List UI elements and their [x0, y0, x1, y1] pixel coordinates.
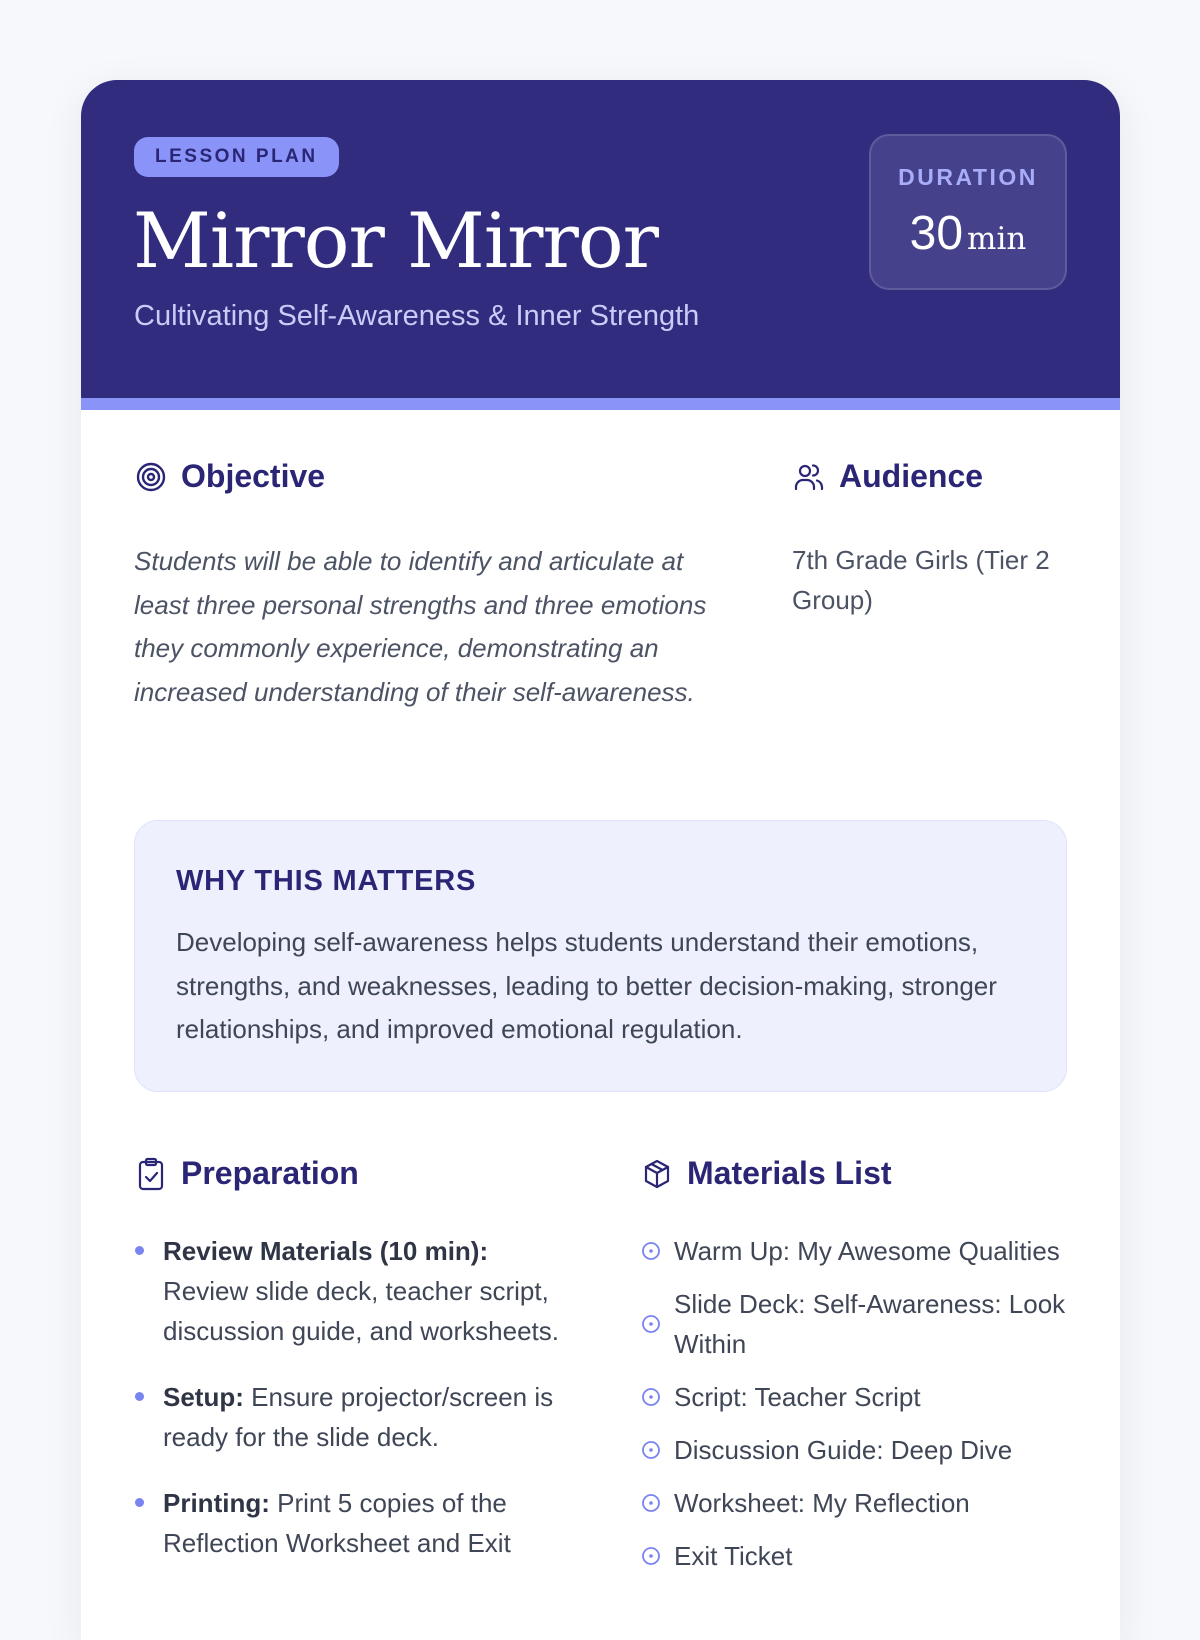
target-icon — [134, 460, 168, 494]
audience-text: 7th Grade Girls (Tier 2 Group) — [792, 545, 1050, 615]
duration-unit: min — [967, 221, 1027, 257]
clipboard-check-icon — [134, 1157, 168, 1191]
bullet-icon — [135, 1498, 144, 1507]
list-item — [640, 1377, 1070, 1417]
list-item-text: Script: Teacher Script — [674, 1382, 921, 1412]
circle-dot-icon — [640, 1439, 662, 1461]
list-item-text: Slide Deck: Self-Awareness: Look Within — [674, 1289, 1066, 1359]
list-item-text: Print 5 copies of the Reflection Worksheet and Exit — [163, 1488, 511, 1558]
bullet-icon — [135, 1392, 144, 1401]
lesson-header — [81, 80, 1120, 410]
list-item — [134, 1231, 564, 1351]
lesson-plan-card — [81, 80, 1120, 1640]
list-item-label: Setup: — [163, 1382, 244, 1412]
why-this-matters-text: Developing self-awareness helps students understand their emotions, strengths, and weaknesses, leading to better decision-making, stronger relationships, and improved emotional regulation. — [176, 927, 997, 1044]
list-item — [640, 1483, 1070, 1523]
list-item-text: Worksheet: My Reflection — [674, 1488, 970, 1518]
objective-heading-label: Objective — [181, 458, 326, 494]
materials-heading-label: Materials List — [687, 1155, 892, 1191]
objective-text: Students will be able to identify and articulate at least three personal strengths and three emotions they commonly experience, demonstrating an increased understanding of their self-awareness. — [134, 546, 707, 707]
list-item-label: Review Materials (10 min): — [163, 1236, 489, 1266]
list-item-label: Printing: — [163, 1488, 270, 1518]
audience-heading-label: Audience — [839, 458, 984, 494]
circle-dot-icon — [640, 1240, 662, 1262]
list-item — [640, 1430, 1070, 1470]
duration-box — [869, 134, 1067, 290]
list-item — [134, 1483, 564, 1563]
list-item — [640, 1536, 1070, 1576]
list-item-text: Exit Ticket — [674, 1541, 793, 1571]
objective-heading — [134, 458, 325, 495]
list-item-text: Ensure projector/screen is ready for the slide deck. — [163, 1382, 554, 1452]
materials-heading — [640, 1155, 892, 1192]
list-item-text: Review slide deck, teacher script, discussion guide, and worksheets. — [163, 1276, 560, 1346]
package-icon — [640, 1157, 674, 1191]
page-subtitle: Cultivating Self-Awareness & Inner Strength — [134, 300, 700, 332]
list-item — [640, 1284, 1070, 1364]
list-item — [134, 1377, 564, 1457]
circle-dot-icon — [640, 1492, 662, 1514]
duration-value — [871, 206, 1065, 261]
page-title: Mirror Mirror — [133, 196, 658, 285]
audience-heading — [792, 458, 983, 495]
circle-dot-icon — [640, 1313, 662, 1335]
why-this-matters-title: WHY THIS MATTERS — [176, 865, 477, 897]
preparation-list — [134, 1231, 564, 1589]
list-item-text: Discussion Guide: Deep Dive — [674, 1435, 1013, 1465]
preparation-heading-label: Preparation — [181, 1155, 359, 1191]
materials-list — [640, 1231, 1070, 1589]
circle-dot-icon — [640, 1386, 662, 1408]
preparation-heading — [134, 1155, 359, 1192]
duration-label: DURATION — [898, 164, 1038, 190]
why-this-matters-callout — [134, 820, 1067, 1092]
list-item — [640, 1231, 1070, 1271]
circle-dot-icon — [640, 1545, 662, 1567]
bullet-icon — [135, 1246, 144, 1255]
duration-number: 30 — [909, 207, 964, 260]
users-icon — [792, 460, 826, 494]
list-item-text: Warm Up: My Awesome Qualities — [674, 1236, 1060, 1266]
lesson-plan-badge: LESSON PLAN — [134, 137, 339, 177]
